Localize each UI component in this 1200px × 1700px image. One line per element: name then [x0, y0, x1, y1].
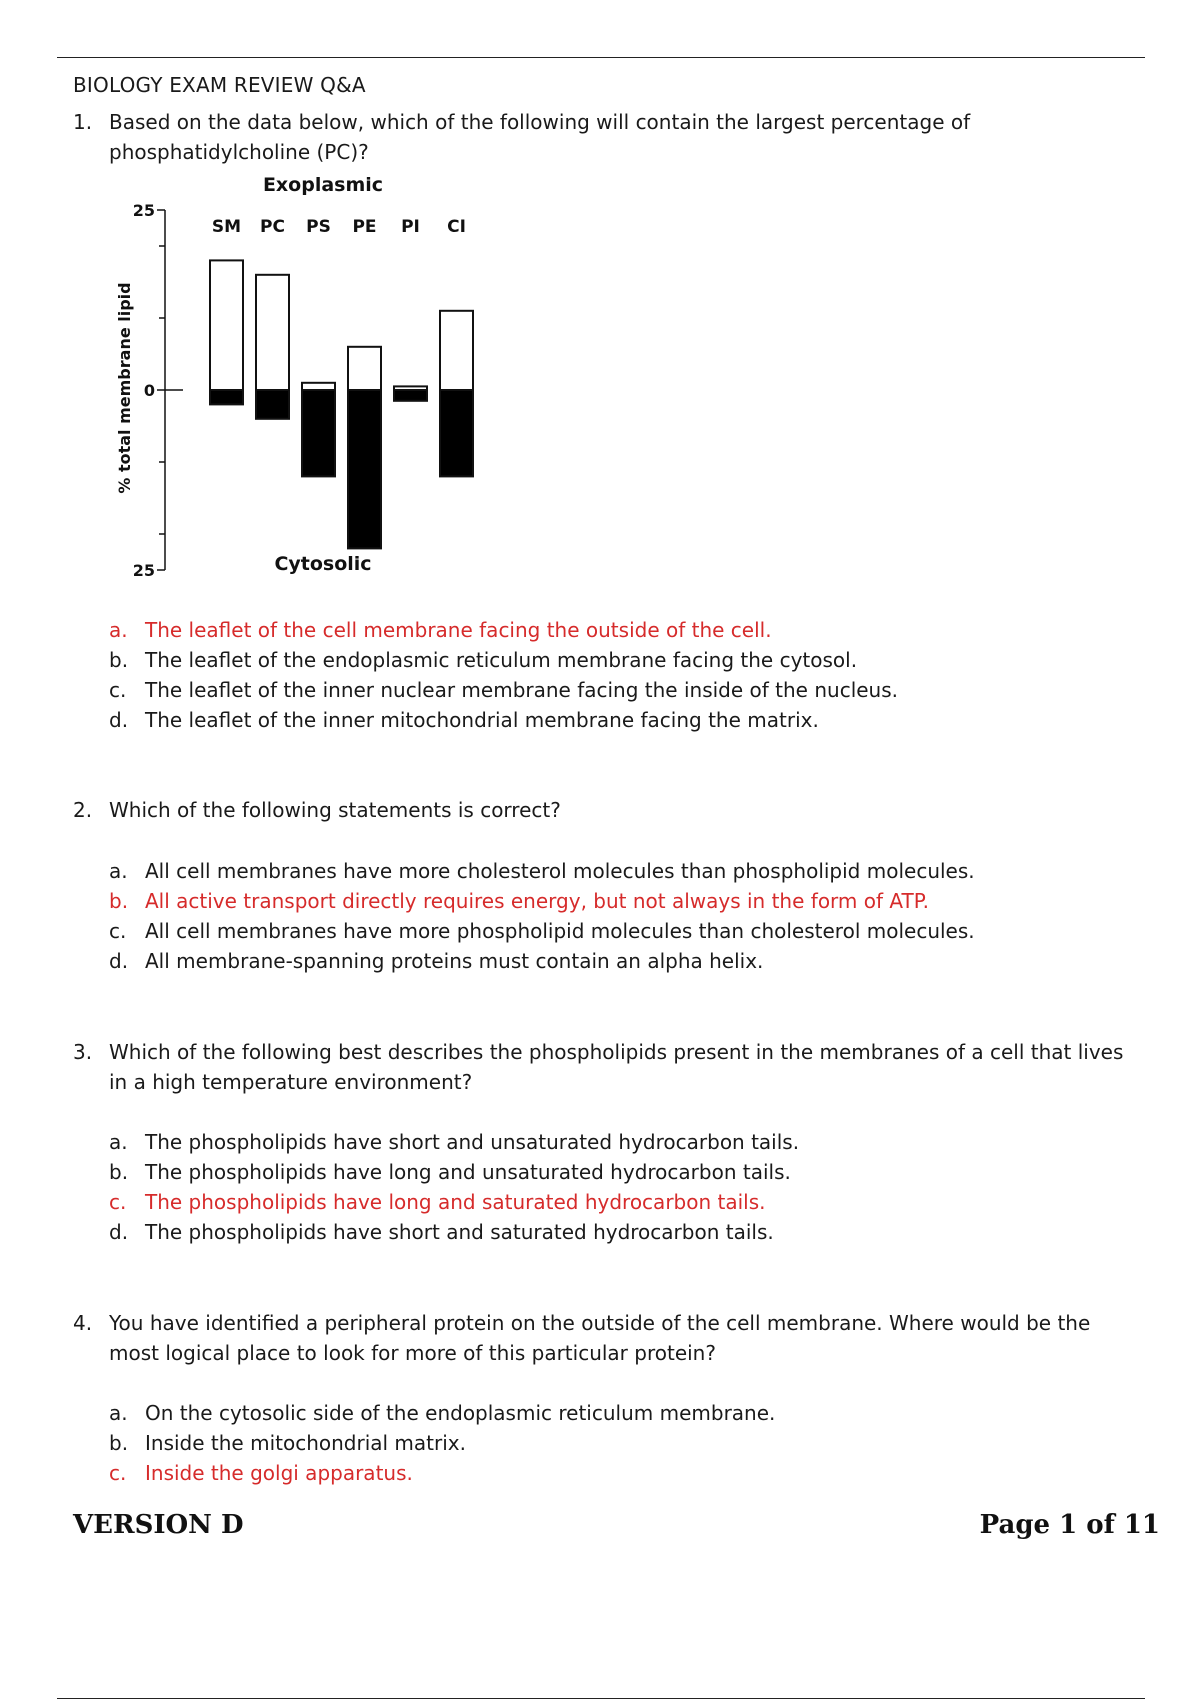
page-number: Page 1 of 11: [979, 1510, 1160, 1540]
option-text: The phospholipids have short and unsaturated hydrocarbon tails.: [145, 1130, 800, 1154]
question-number: 4.: [73, 1311, 93, 1335]
question-text: Based on the data below, which of the following will contain the largest percentage of phosphatidylcholine (PC)?: [109, 110, 971, 164]
option-1a[interactable]: [109, 615, 1129, 645]
option-letter: c.: [109, 919, 127, 943]
bar-cytosolic-ci: [440, 390, 473, 476]
option-1c[interactable]: [109, 675, 1129, 705]
question-2: [73, 795, 1133, 825]
bar-cytosolic-pi: [394, 390, 427, 401]
option-2c[interactable]: [109, 916, 1129, 946]
option-text: The leaflet of the cell membrane facing the outside of the cell.: [145, 618, 772, 642]
chart-bottom-label: Cytosolic: [274, 553, 372, 575]
option-letter: a.: [109, 618, 128, 642]
option-letter: d.: [109, 949, 129, 973]
option-letter: a.: [109, 1130, 128, 1154]
question-number: 3.: [73, 1040, 93, 1064]
question-number: 2.: [73, 798, 93, 822]
option-letter: c.: [109, 678, 127, 702]
option-letter: a.: [109, 1401, 128, 1425]
option-text: On the cytosolic side of the endoplasmic reticulum membrane.: [145, 1401, 776, 1425]
bar-cytosolic-pe: [348, 390, 381, 548]
option-text: The phospholipids have long and saturated hydrocarbon tails.: [145, 1190, 766, 1214]
question-3-options: [109, 1127, 1129, 1247]
option-2a[interactable]: [109, 856, 1129, 886]
option-text: All cell membranes have more cholesterol molecules than phospholipid molecules.: [145, 859, 975, 883]
option-letter: d.: [109, 1220, 129, 1244]
y-tick-label: 25: [132, 561, 155, 580]
question-text: Which of the following best describes the phospholipids present in the membranes of a cell that lives in a high temperature environment?: [109, 1040, 1124, 1094]
category-label-pi: PI: [401, 217, 420, 237]
question-1-options: [109, 615, 1129, 735]
option-letter: b.: [109, 648, 129, 672]
option-2b[interactable]: [109, 886, 1129, 916]
y-tick-label: 25: [132, 201, 155, 220]
bar-exoplasmic-sm: [210, 260, 243, 390]
category-label-sm: SM: [211, 217, 242, 237]
bar-cytosolic-ps: [302, 390, 335, 476]
question-text: You have identified a peripheral protein on the outside of the cell membrane. Where would be the most logical place to look for more of this particular protein?: [109, 1311, 1091, 1365]
option-text: The leaflet of the inner mitochondrial membrane facing the matrix.: [145, 708, 819, 732]
option-letter: c.: [109, 1190, 127, 1214]
version-label: VERSION D: [73, 1510, 244, 1540]
option-3a[interactable]: [109, 1127, 1129, 1157]
option-letter: b.: [109, 889, 129, 913]
question-number: 1.: [73, 110, 93, 134]
question-3: [73, 1037, 1133, 1097]
option-text: All active transport directly requires energy, but not always in the form of ATP.: [145, 889, 930, 913]
option-text: The phospholipids have long and unsaturated hydrocarbon tails.: [145, 1160, 791, 1184]
bar-cytosolic-pc: [256, 390, 289, 419]
option-letter: b.: [109, 1160, 129, 1184]
option-letter: c.: [109, 1461, 127, 1485]
bar-exoplasmic-ps: [302, 383, 335, 390]
y-axis: [133, 201, 183, 580]
question-2-options: [109, 856, 1129, 976]
option-text: Inside the mitochondrial matrix.: [145, 1431, 466, 1455]
option-4c[interactable]: [109, 1458, 1129, 1488]
bar-exoplasmic-pc: [256, 275, 289, 390]
question-4: [73, 1308, 1133, 1368]
document-title: BIOLOGY EXAM REVIEW Q&A: [73, 73, 366, 97]
bar-exoplasmic-pe: [348, 347, 381, 390]
y-axis-label: % total membrane lipid: [115, 282, 134, 494]
option-3d[interactable]: [109, 1217, 1129, 1247]
question-4-options: [109, 1398, 1129, 1488]
option-3b[interactable]: [109, 1157, 1129, 1187]
bar-exoplasmic-ci: [440, 311, 473, 390]
y-tick-label: 0: [143, 381, 155, 400]
option-4b[interactable]: [109, 1428, 1129, 1458]
category-label-pc: PC: [260, 217, 285, 237]
option-text: The leaflet of the inner nuclear membrane facing the inside of the nucleus.: [145, 678, 899, 702]
option-2d[interactable]: [109, 946, 1129, 976]
bottom-rule: [57, 1698, 1145, 1699]
option-1b[interactable]: [109, 645, 1129, 675]
option-text: All cell membranes have more phospholipid molecules than cholesterol molecules.: [145, 919, 975, 943]
option-text: The leaflet of the endoplasmic reticulum membrane facing the cytosol.: [145, 648, 858, 672]
category-label-pe: PE: [352, 217, 377, 237]
category-labels: [212, 217, 466, 237]
category-label-ci: CI: [447, 217, 466, 237]
bar-cytosolic-sm: [210, 390, 243, 404]
option-1d[interactable]: [109, 705, 1129, 735]
option-3c[interactable]: [109, 1187, 1129, 1217]
option-letter: a.: [109, 859, 128, 883]
option-4a[interactable]: [109, 1398, 1129, 1428]
chart-title: Exoplasmic: [262, 174, 384, 196]
question-text: Which of the following statements is correct?: [109, 798, 561, 822]
bars: [210, 260, 473, 548]
option-text: Inside the golgi apparatus.: [145, 1461, 413, 1485]
top-rule: [57, 57, 1145, 58]
option-letter: d.: [109, 708, 129, 732]
membrane-lipid-chart: [105, 168, 485, 588]
option-text: All membrane-spanning proteins must contain an alpha helix.: [145, 949, 764, 973]
option-text: The phospholipids have short and saturated hydrocarbon tails.: [145, 1220, 774, 1244]
question-1: [73, 107, 1133, 167]
option-letter: b.: [109, 1431, 129, 1455]
category-label-ps: PS: [306, 217, 331, 237]
